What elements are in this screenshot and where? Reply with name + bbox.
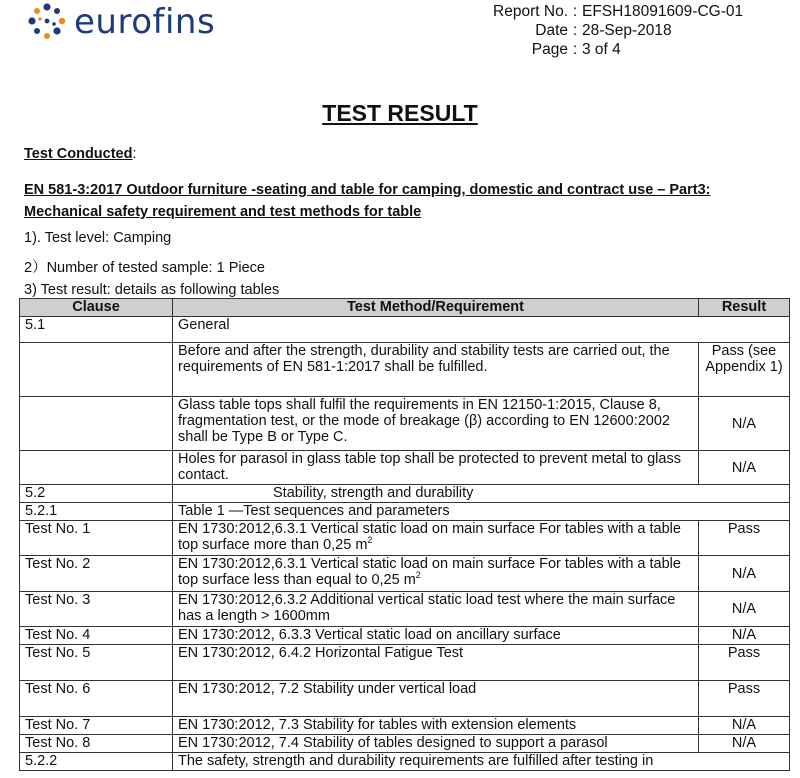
result-cell: N/A bbox=[699, 627, 790, 645]
clause-cell: Test No. 8 bbox=[20, 735, 173, 753]
item-test-level: 1). Test level: Camping bbox=[24, 230, 172, 246]
table-row bbox=[20, 503, 790, 521]
requirement-cell bbox=[173, 521, 699, 556]
report-date-label: Date bbox=[535, 22, 568, 39]
report-date-row: Date : 28-Sep-2018 bbox=[468, 21, 743, 40]
clause-cell bbox=[20, 343, 173, 397]
report-page-value: 3 of 4 bbox=[582, 41, 621, 58]
table-row bbox=[20, 343, 790, 397]
report-number-value: EFSH18091609-CG-01 bbox=[582, 3, 744, 20]
result-cell: Pass bbox=[699, 681, 790, 717]
table-row bbox=[20, 451, 790, 485]
report-date-value: 28-Sep-2018 bbox=[582, 22, 672, 39]
result-cell: Pass (see Appendix 1) bbox=[699, 343, 790, 397]
logo-text: eurofins bbox=[74, 2, 216, 42]
requirement-cell: Before and after the strength, durability and stability tests are carried out, the requirements of EN 581-1:2017 shall be fulfilled. bbox=[173, 343, 699, 397]
requirement-cell: Glass table tops shall fulfil the requirements in EN 12150-1:2015, Clause 8, fragmentation test, or the mode of breakage (β) according to EN 12600:2002 shall be Type B or Type C. bbox=[173, 397, 699, 451]
standard-line-2: Mechanical safety requirement and test methods for table bbox=[24, 204, 422, 220]
clause-cell: Test No. 6 bbox=[20, 681, 173, 717]
superscript: 2 bbox=[367, 535, 373, 546]
requirement-cell: The safety, strength and durability requirements are fulfilled after testing in bbox=[173, 753, 790, 771]
report-number-label: Report No. bbox=[493, 3, 568, 20]
requirement-text: EN 1730:2012,6.3.1 Vertical static load on main surface For tables with a table top surface less than equal to 0,25 m bbox=[178, 556, 681, 588]
clause-cell: 5.2 bbox=[20, 485, 173, 503]
report-page-label: Page bbox=[531, 41, 568, 58]
item-test-result: 3) Test result: details as following tables bbox=[24, 282, 280, 298]
clause-cell: Test No. 7 bbox=[20, 717, 173, 735]
table-row bbox=[20, 717, 790, 735]
table-row bbox=[20, 592, 790, 627]
result-cell: Pass bbox=[699, 521, 790, 556]
table-header-row bbox=[20, 299, 790, 317]
table-row bbox=[20, 681, 790, 717]
requirement-cell: EN 1730:2012, 6.3.3 Vertical static load on ancillary surface bbox=[173, 627, 699, 645]
requirement-cell: EN 1730:2012, 7.2 Stability under vertical load bbox=[173, 681, 699, 717]
report-number-row: Report No. : EFSH18091609-CG-01 bbox=[468, 2, 743, 21]
header-requirement: Test Method/Requirement bbox=[173, 299, 699, 317]
table-row bbox=[20, 627, 790, 645]
requirement-cell: General bbox=[173, 317, 790, 343]
clause-cell bbox=[20, 397, 173, 451]
eurofins-dots-icon bbox=[26, 2, 68, 42]
requirement-cell: EN 1730:2012,6.3.2 Additional vertical static load test where the main surface has a length > 1600mm bbox=[173, 592, 699, 627]
result-cell: N/A bbox=[699, 451, 790, 485]
requirement-cell: EN 1730:2012, 6.4.2 Horizontal Fatigue Test bbox=[173, 645, 699, 681]
table-row bbox=[20, 753, 790, 771]
clause-cell: Test No. 4 bbox=[20, 627, 173, 645]
requirement-cell: EN 1730:2012, 7.3 Stability for tables with extension elements bbox=[173, 717, 699, 735]
result-cell: N/A bbox=[699, 592, 790, 627]
result-cell: N/A bbox=[699, 556, 790, 592]
requirement-text: EN 1730:2012,6.3.1 Vertical static load on main surface For tables with a table top surface more than 0,25 m bbox=[178, 521, 681, 553]
table-row bbox=[20, 521, 790, 556]
report-page-row: Page : 3 of 4 bbox=[468, 40, 743, 59]
clause-cell: 5.2.1 bbox=[20, 503, 173, 521]
result-cell: Pass bbox=[699, 645, 790, 681]
results-table bbox=[19, 298, 790, 771]
requirement-cell: EN 1730:2012, 7.4 Stability of tables designed to support a parasol bbox=[173, 735, 699, 753]
clause-cell: Test No. 5 bbox=[20, 645, 173, 681]
table-row bbox=[20, 397, 790, 451]
eurofins-logo bbox=[26, 2, 215, 42]
clause-cell: Test No. 3 bbox=[20, 592, 173, 627]
test-conducted-label: Test Conducted bbox=[24, 146, 133, 162]
page-title: TEST RESULT bbox=[322, 100, 478, 126]
clause-cell bbox=[20, 451, 173, 485]
clause-cell: 5.2.2 bbox=[20, 753, 173, 771]
table-row bbox=[20, 645, 790, 681]
header-clause: Clause bbox=[20, 299, 173, 317]
test-conducted-heading: Test Conducted: bbox=[24, 146, 137, 162]
item-sample-count: 2）Number of tested sample: 1 Piece bbox=[24, 260, 265, 276]
requirement-cell: Table 1 —Test sequences and parameters bbox=[173, 503, 790, 521]
clause-cell: 5.1 bbox=[20, 317, 173, 343]
table-row bbox=[20, 735, 790, 753]
result-cell: N/A bbox=[699, 397, 790, 451]
report-info bbox=[468, 2, 743, 59]
result-cell: N/A bbox=[699, 717, 790, 735]
result-cell: N/A bbox=[699, 735, 790, 753]
table-row bbox=[20, 556, 790, 592]
clause-cell: Test No. 1 bbox=[20, 521, 173, 556]
clause-cell: Test No. 2 bbox=[20, 556, 173, 592]
requirement-cell: Stability, strength and durability bbox=[173, 485, 790, 503]
header-result: Result bbox=[699, 299, 790, 317]
requirement-cell: Holes for parasol in glass table top shall be protected to prevent metal to glass contact. bbox=[173, 451, 699, 485]
requirement-cell bbox=[173, 556, 699, 592]
standard-line-1: EN 581-3:2017 Outdoor furniture -seating and table for camping, domestic and contract use – Part3: bbox=[24, 182, 711, 198]
superscript: 2 bbox=[415, 570, 421, 581]
table-row bbox=[20, 485, 790, 503]
table-row bbox=[20, 317, 790, 343]
